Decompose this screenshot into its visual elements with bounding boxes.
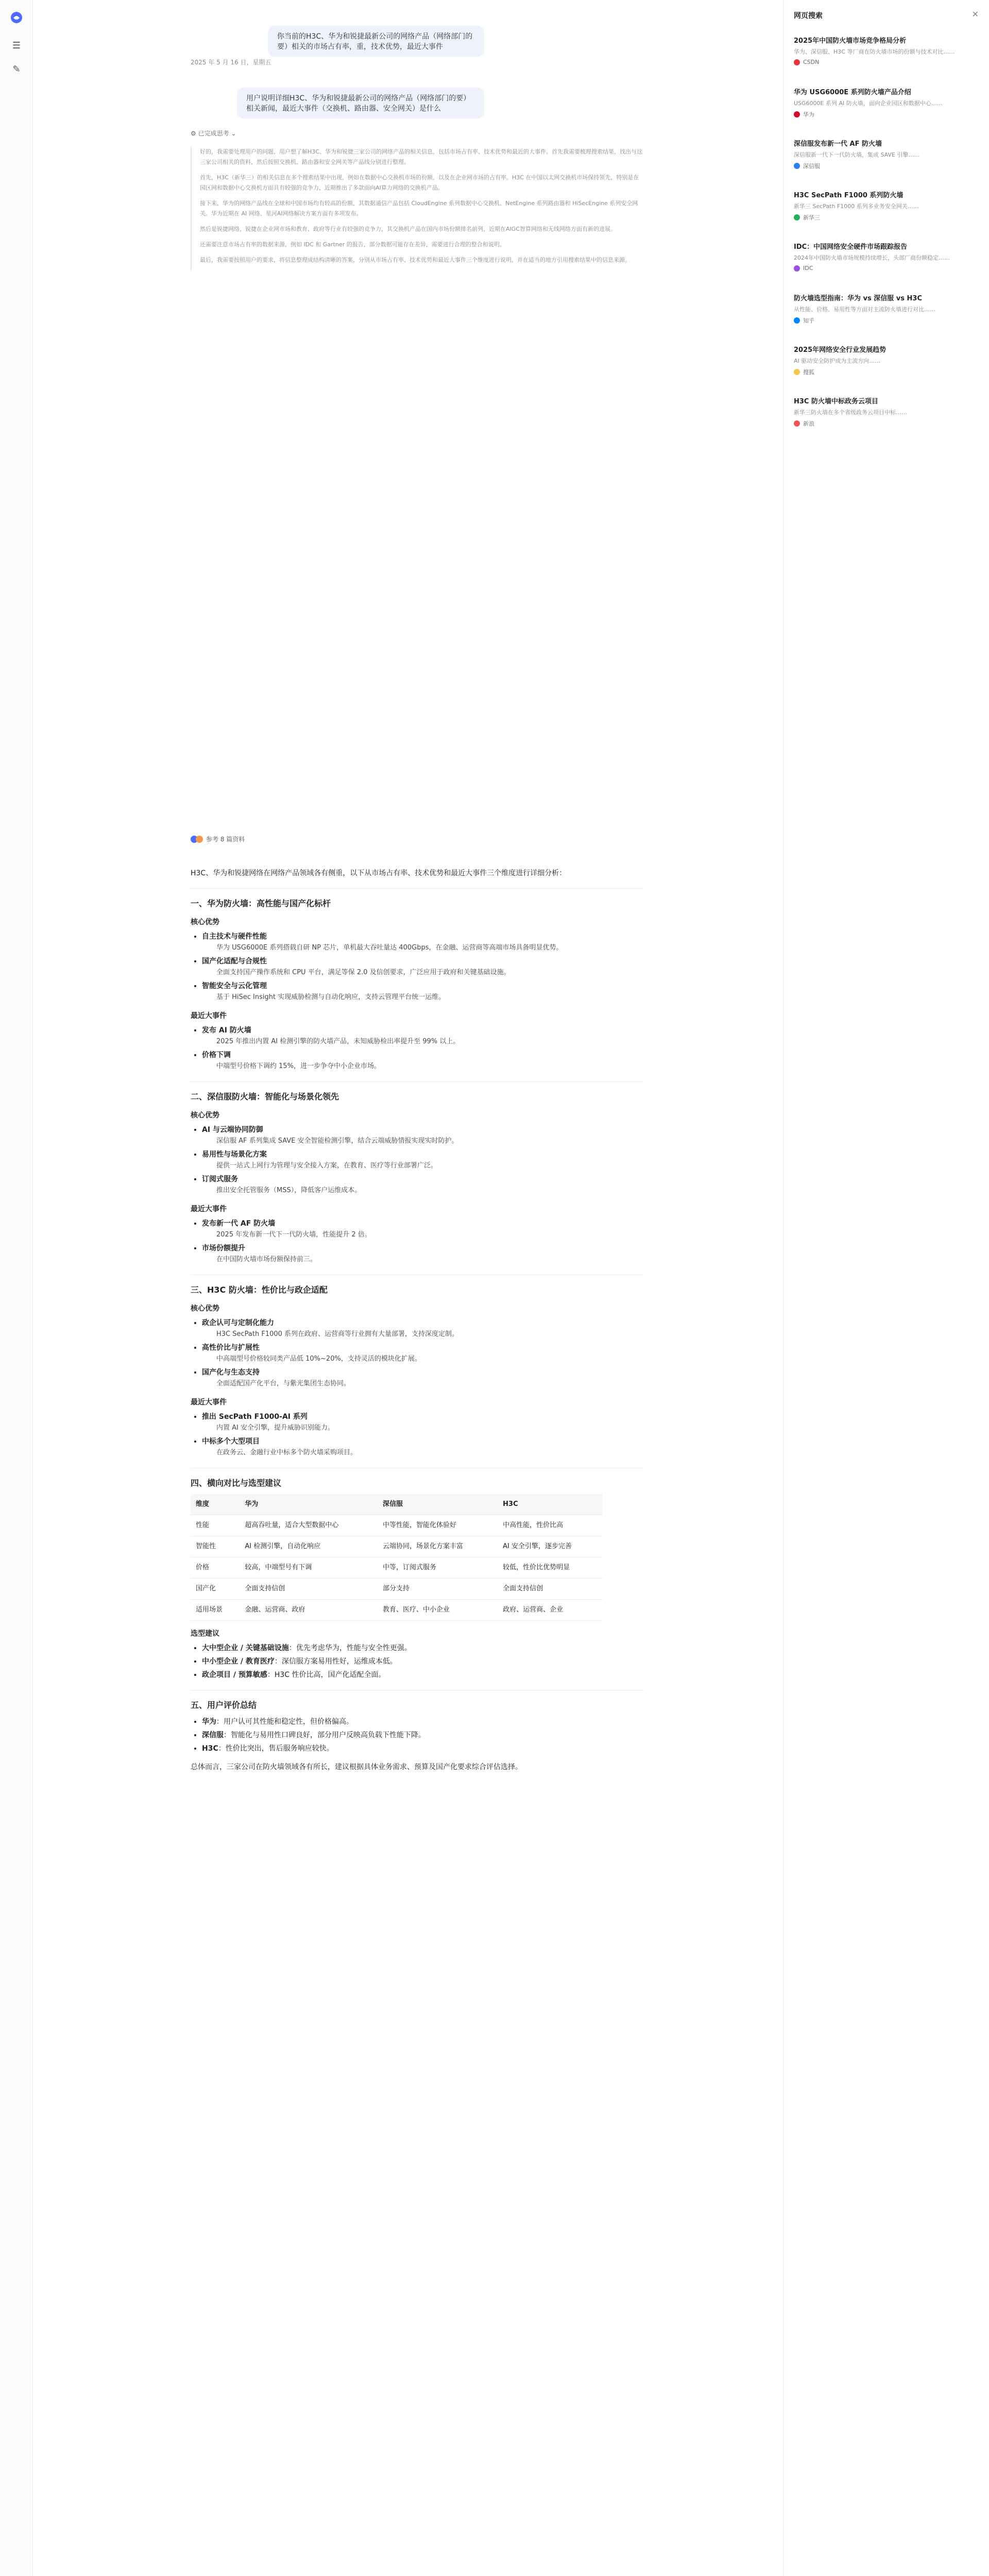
thinking-paragraph: 然后是锐捷网络，锐捷在企业网市场和教育、政府等行业有较强的竞争力，其交换机产品在国内市场份额排名前列，近期在AIGC智算网络和无线网络方面有新的进展。: [200, 226, 616, 232]
table-cell: 国产化: [191, 1579, 240, 1600]
list-item: • 发布新一代 AF 防火墙 2025 年发布新一代下一代防火墙，性能提升 2 倍。: [202, 1218, 644, 1241]
thinking-paragraph: 最后，我需要按照用户的要求，将信息整理成结构清晰的答案，分别从市场占有率、技术优势和最近大事件三个维度进行说明，并在适当的地方引用搜索结果中的信息来源。: [200, 257, 630, 263]
list-item: • 中标多个大型项目 在政务云、金融行业中标多个防火墙采购项目。: [202, 1436, 644, 1459]
site-icon: [794, 59, 800, 65]
table-cell: 较低，性价比优势明显: [498, 1557, 603, 1579]
sources-pill[interactable]: [191, 835, 245, 843]
table-header-row: [191, 1494, 603, 1515]
table-header: H3C: [498, 1494, 603, 1515]
group-heading: 最近大事件: [191, 1205, 227, 1213]
table-cell: 中等，订阅式服务: [378, 1557, 498, 1579]
list-item: • AI 与云端协同防御 深信服 AF 系列集成 SAVE 安全智能检测引擎，结合云端威胁情报实现实时防护。: [202, 1124, 644, 1147]
table-cell: AI 安全引擎，逐步完善: [498, 1536, 603, 1557]
reference-card[interactable]: 华为 USG6000E 系列防火墙产品介绍 USG6000E 系列 AI 防火墙，面向企业园区和数据中心…… 华为: [794, 89, 943, 118]
site-icon: [794, 111, 800, 117]
item-list: [191, 1124, 644, 1196]
list-item: • 大中型企业 / 关键基础设施：优先考虑华为，性能与安全性更强。: [202, 1642, 644, 1654]
list-item: • 订阅式服务 推出安全托管服务（MSS），降低客户运维成本。: [202, 1174, 644, 1196]
new-chat-icon[interactable]: ✎: [12, 63, 21, 75]
group-heading: 核心优势: [191, 1304, 219, 1313]
thinking-paragraph: 首先，H3C（新华三）的相关信息在多个搜索结果中出现，例如在数据中心交换机市场的份额，以及在企业网市场的占有率。H3C 在中国以太网交换机市场保持领先，特别是在园区网和数据中心交换机方面具有较强的竞争力，近期推出了多款面向AI算力网络的交换机产品。: [200, 174, 639, 191]
logo-icon: [7, 8, 26, 27]
thinking-paragraph: 好的，我需要处理用户的问题，用户想了解H3C、华为和锐捷三家公司的网络产品的相关信息，包括市场占有率、技术优势和最近的大事件。首先我需要梳理搜索结果，找出与这三家公司相关的资料，然后按照交换机、路由器和安全网关等产品线分别进行整理。: [200, 148, 642, 165]
thinking-paragraph: 还需要注意市场占有率的数据来源，例如 IDC 和 Gartner 的报告，部分数据可能存在差异，需要进行合理的整合和说明。: [200, 241, 505, 248]
source-avatar-icon: [196, 836, 203, 843]
answer-outro: 总体而言，三家公司在防火墙领域各有所长，建议根据具体业务需求、预算及国产化要求综合评估选择。: [191, 1763, 522, 1771]
table-row: [191, 1536, 603, 1557]
list-item: • 国产化与生态支持 全面适配国产化平台，与紫光集团生态协同。: [202, 1367, 644, 1389]
reference-card[interactable]: H3C 防火墙中标政务云项目 新华三防火墙在多个省级政务云项目中标…… 新浪: [794, 398, 907, 427]
list-item: • 智能安全与云化管理 基于 HiSec Insight 实现威胁检测与自动化响应，支持云管理平台统一运维。: [202, 980, 644, 1003]
thinking-label: 已完成思考: [198, 130, 229, 137]
user-message-bubble: [268, 26, 484, 57]
table-cell: 金融、运营商、政府: [240, 1600, 378, 1621]
list-item: • 深信服：智能化与易用性口碑良好，部分用户反映高负载下性能下降。: [202, 1730, 644, 1741]
list-item: • 推出 SecPath F1000-AI 系列 内置 AI 安全引擎，提升威胁识别能力。: [202, 1411, 644, 1434]
list-item: • 中小型企业 / 教育医疗：深信服方案易用性好，运维成本低。: [202, 1656, 644, 1667]
table-row: [191, 1557, 603, 1579]
site-icon: [794, 265, 800, 272]
chat-main: [129, 0, 654, 2576]
list-item: • 易用性与场景化方案 提供一站式上网行为管理与安全接入方案，在教育、医疗等行业部署广泛。: [202, 1149, 644, 1172]
list-item: • 政企项目 / 预算敏感：H3C 性价比高，国产化适配全面。: [202, 1669, 644, 1681]
list-item: • 发布 AI 防火墙 2025 年推出内置 AI 检测引擎的防火墙产品，未知威胁检出率提升至 99% 以上。: [202, 1025, 644, 1047]
group-heading: 最近大事件: [191, 1398, 227, 1406]
site-icon: [794, 317, 800, 324]
evaluation-list: [191, 1716, 644, 1754]
group-heading: 选型建议: [191, 1630, 219, 1638]
table-cell: 全面支持信创: [498, 1579, 603, 1600]
table-cell: 中等性能，智能化体验好: [378, 1515, 498, 1536]
site-icon: [794, 214, 800, 221]
table-cell: 性能: [191, 1515, 240, 1536]
sidebar-toggle-icon[interactable]: ☰: [12, 40, 21, 51]
list-item: • 价格下调 中端型号价格下调约 15%，进一步争夺中小企业市场。: [202, 1049, 644, 1072]
comparison-table: [191, 1494, 603, 1621]
section-title: 一、华为防火墙：高性能与国产化标杆: [191, 899, 331, 908]
list-item: • H3C：性价比突出，售后服务响应较快。: [202, 1743, 644, 1754]
group-heading: 最近大事件: [191, 1012, 227, 1020]
table-cell: 智能性: [191, 1536, 240, 1557]
table-cell: 超高吞吐量，适合大型数据中心: [240, 1515, 378, 1536]
item-list: [191, 1218, 644, 1265]
list-item: • 市场份额提升 在中国防火墙市场份额保持前三。: [202, 1243, 644, 1265]
thinking-toggle[interactable]: [191, 129, 236, 138]
left-rail: [0, 0, 33, 2576]
table-cell: 价格: [191, 1557, 240, 1579]
item-list: [191, 1411, 644, 1459]
item-list: [191, 1025, 644, 1072]
answer-intro: H3C、华为和锐捷网络在网络产品领域各有侧重，以下从市场占有率、技术优势和最近大事件三个维度进行详细分析：: [191, 869, 567, 877]
list-item: • 华为：用户认可其性能和稳定性，但价格偏高。: [202, 1716, 644, 1727]
item-list: [191, 1317, 644, 1389]
thinking-content: [191, 147, 644, 270]
user-message-text: 你当前的H3C、华为和锐捷最新公司的网络产品（网络部门的要）相关的市场占有率，重，技术优势，最近大事件: [277, 32, 473, 51]
reference-card[interactable]: 2025年网络安全行业发展趋势 AI 驱动安全防护成为主流方向…… 搜狐: [794, 346, 886, 376]
list-item: • 国产化适配与合规性 全面支持国产操作系统和 CPU 平台，满足等保 2.0 及信创要求，广泛应用于政府和关键基础设施。: [202, 956, 644, 978]
divider: [191, 1081, 644, 1082]
thinking-icon: ⚙: [191, 130, 196, 137]
table-header: 深信服: [378, 1494, 498, 1515]
user-message-bubble-2: [237, 88, 484, 118]
list-item: • 自主技术与硬件性能 华为 USG6000E 系列搭载自研 NP 芯片，单机最大吞吐量达 400Gbps，在金融、运营商等高端市场具备明显优势。: [202, 931, 644, 954]
divider: [191, 888, 644, 889]
search-results-panel: [783, 0, 989, 2576]
table-cell: 适用场景: [191, 1600, 240, 1621]
table-row: [191, 1515, 603, 1536]
recommend-list: [191, 1642, 644, 1681]
reference-card[interactable]: H3C SecPath F1000 系列防火墙 新华三 SecPath F1000 系列多业务安全网关…… 新华三: [794, 192, 919, 221]
list-item: • 政企认可与定制化能力 H3C SecPath F1000 系列在政府、运营商等行业拥有大量部署，支持深度定制。: [202, 1317, 644, 1340]
close-icon[interactable]: ✕: [971, 9, 979, 19]
table-cell: 全面支持信创: [240, 1579, 378, 1600]
reference-card[interactable]: 2025年中国防火墙市场竞争格局分析 华为、深信服、H3C 等厂商在防火墙市场的份额与技术对比…… CSDN: [794, 37, 955, 65]
table-cell: 政府、运营商、企业: [498, 1600, 603, 1621]
reference-card[interactable]: 防火墙选型指南：华为 vs 深信服 vs H3C 从性能、价格、易用性等方面对主流防火墙进行对比…… 知乎: [794, 295, 935, 324]
user-message-text-2: 用户说明详细H3C、华为和锐捷最新公司的网络产品（网络部门的要）相关新闻，最近大事件（交换机、路由器、安全网关）是什么: [246, 94, 471, 113]
section-title: 三、H3C 防火墙：性价比与政企适配: [191, 1285, 328, 1295]
table-header: 维度: [191, 1494, 240, 1515]
table-cell: 部分支持: [378, 1579, 498, 1600]
date-line: 2025 年 5 月 16 日，星期五: [191, 59, 271, 66]
sources-label: 参考 8 篇资料: [206, 836, 245, 843]
site-icon: [794, 369, 800, 375]
site-icon: [794, 163, 800, 169]
table-cell: 中高性能，性价比高: [498, 1515, 603, 1536]
table-cell: 教育、医疗、中小企业: [378, 1600, 498, 1621]
panel-title: 网页搜索: [794, 12, 823, 20]
table-header: 华为: [240, 1494, 378, 1515]
section-title: 五、用户评价总结: [191, 1700, 257, 1710]
table-cell: AI 检测引擎，自动化响应: [240, 1536, 378, 1557]
item-list: [191, 931, 644, 1003]
table-row: [191, 1579, 603, 1600]
section-title: 四、横向对比与选型建议: [191, 1478, 282, 1488]
chevron-down-icon: ⌄: [231, 130, 236, 137]
table-cell: 较高，中端型号有下调: [240, 1557, 378, 1579]
reference-card[interactable]: IDC：中国网络安全硬件市场跟踪报告 2024年中国防火墙市场规模持续增长，头部厂商份额稳定…… IDC: [794, 243, 950, 272]
list-item: • 高性价比与扩展性 中高端型号价格较同类产品低 10%~20%，支持灵活的模块化扩展。: [202, 1342, 644, 1365]
section-title: 二、深信服防火墙：智能化与场景化领先: [191, 1092, 339, 1101]
group-heading: 核心优势: [191, 1111, 219, 1120]
thinking-paragraph: 接下来，华为的网络产品线在全球和中国市场均有较高的份额，其数据通信产品包括 CloudEngine 系列数据中心交换机、NetEngine 系列路由器和 HiSecEngine 系列安全网关。华为近期在 AI 网络、星河AI网络解决方案方面有多项发布。: [200, 200, 638, 217]
group-heading: 核心优势: [191, 918, 219, 926]
table-row: [191, 1600, 603, 1621]
reference-card[interactable]: 深信服发布新一代 AF 防火墙 深信服新一代下一代防火墙，集成 SAVE 引擎…… 深信服: [794, 140, 920, 170]
table-cell: 云端协同，场景化方案丰富: [378, 1536, 498, 1557]
answer-body: [191, 860, 644, 1780]
site-icon: [794, 420, 800, 427]
